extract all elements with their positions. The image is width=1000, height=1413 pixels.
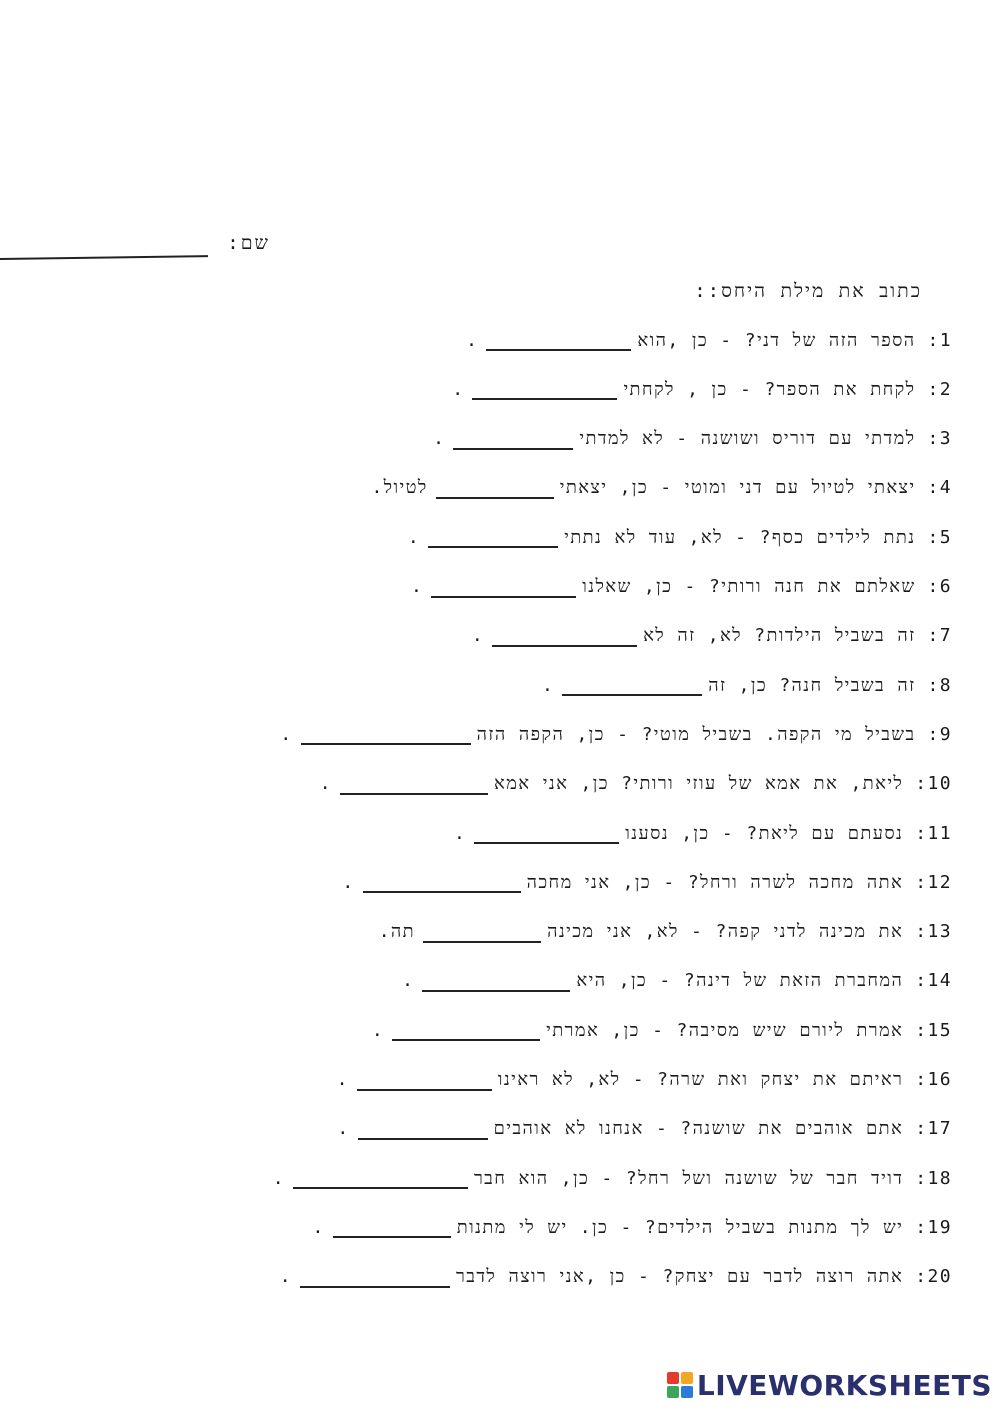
question-text: נתת לילדים כסף? - לא, עוד לא נתתי bbox=[564, 526, 916, 548]
question-ending: תה. bbox=[378, 921, 416, 943]
question-row bbox=[342, 866, 952, 898]
question-ending: . bbox=[319, 773, 332, 795]
answer-blank[interactable] bbox=[340, 773, 488, 795]
question-row bbox=[466, 324, 952, 356]
answer-blank[interactable] bbox=[423, 921, 541, 943]
question-text: יש לך מתנות בשביל הילדים? - כן. יש לי מתנות bbox=[456, 1216, 904, 1238]
answer-blank[interactable] bbox=[453, 428, 573, 450]
question-number: 20: bbox=[915, 1266, 952, 1288]
answer-blank[interactable] bbox=[333, 1216, 451, 1238]
question-text: יצאתי לטיול עם דני ומוטי - כן, יצאתי bbox=[559, 477, 916, 499]
question-row bbox=[452, 373, 952, 405]
question-ending: . bbox=[312, 1216, 325, 1238]
liveworksheets-logo-icon bbox=[667, 1372, 693, 1398]
answer-blank[interactable] bbox=[422, 970, 570, 992]
question-number: 1: bbox=[927, 329, 952, 351]
question-text: למדתי עם דוריס ושושנה - לא למדתי bbox=[579, 428, 916, 450]
question-text: זה בשביל הילדות? לא, זה לא bbox=[643, 625, 916, 647]
question-row bbox=[372, 1014, 952, 1046]
question-number: 3: bbox=[927, 428, 952, 450]
answer-blank[interactable] bbox=[293, 1167, 468, 1189]
question-row bbox=[433, 423, 952, 455]
name-row bbox=[0, 228, 1000, 264]
question-ending: . bbox=[272, 1167, 285, 1189]
question-text: הספר הזה של דני? - כן ,הוא bbox=[637, 329, 916, 351]
question-ending: . bbox=[280, 723, 293, 745]
footer-brand bbox=[667, 1365, 992, 1405]
question-number: 17: bbox=[915, 1118, 952, 1140]
question-row bbox=[280, 1261, 952, 1293]
question-ending: . bbox=[452, 378, 465, 400]
answer-blank[interactable] bbox=[492, 625, 637, 647]
question-row bbox=[371, 472, 952, 504]
answer-blank[interactable] bbox=[301, 723, 471, 745]
answer-blank[interactable] bbox=[358, 1118, 488, 1140]
name-input-line[interactable] bbox=[0, 255, 208, 260]
answer-blank[interactable] bbox=[363, 871, 521, 893]
question-ending: . bbox=[371, 1019, 385, 1041]
question-text: אתה מחכה לשרה ורחל? - כן, אני מחכה bbox=[526, 871, 904, 893]
question-number: 19: bbox=[915, 1216, 952, 1238]
question-number: 10: bbox=[915, 773, 952, 795]
logo-square bbox=[667, 1372, 679, 1384]
question-number: 18: bbox=[915, 1167, 952, 1189]
question-number: 15: bbox=[915, 1019, 952, 1041]
question-ending: . bbox=[337, 1118, 350, 1140]
question-number: 2: bbox=[927, 378, 952, 400]
question-text: בשביל מי הקפה. בשביל מוטי? - כן, הקפה הזה bbox=[476, 723, 916, 745]
question-number: 5: bbox=[927, 526, 952, 548]
answer-blank[interactable] bbox=[436, 477, 554, 499]
question-ending: . bbox=[433, 428, 446, 450]
question-row bbox=[273, 1162, 952, 1194]
answer-blank[interactable] bbox=[486, 329, 631, 351]
question-number: 13: bbox=[915, 921, 952, 943]
question-number: 9: bbox=[927, 723, 952, 745]
logo-square bbox=[681, 1372, 693, 1384]
answer-blank[interactable] bbox=[431, 576, 576, 598]
logo-square bbox=[667, 1386, 679, 1398]
question-number: 16: bbox=[915, 1069, 952, 1090]
question-number: 7: bbox=[927, 625, 952, 647]
question-ending: לטיול. bbox=[371, 477, 428, 499]
question-number: 11: bbox=[915, 822, 952, 844]
brand-text: LIVEWORKSHEETS bbox=[696, 1368, 992, 1402]
question-ending: . bbox=[342, 871, 355, 893]
answer-blank[interactable] bbox=[562, 674, 702, 696]
question-ending: . bbox=[402, 970, 415, 992]
question-text: ליאת, את אמא של עוזי ורותי? כן, אני אמא bbox=[494, 773, 904, 795]
question-number: 6: bbox=[927, 576, 952, 597]
question-text: דויד חבר של שושנה ושל רחל? - כן, הוא חבר bbox=[473, 1167, 904, 1189]
logo-square bbox=[681, 1386, 693, 1398]
question-ending: . bbox=[471, 625, 485, 647]
question-text: אמרת ליורם שיש מסיבה? - כן, אמרתי bbox=[546, 1019, 904, 1041]
answer-blank[interactable] bbox=[392, 1019, 540, 1041]
question-row bbox=[542, 669, 952, 701]
question-text: אתם אוהבים את שושנה? - אנחנו לא אוהבים bbox=[493, 1118, 904, 1140]
question-row bbox=[337, 1064, 952, 1096]
question-text: זה בשביל חנה? כן, זה bbox=[708, 674, 916, 696]
question-row bbox=[408, 521, 952, 553]
question-number: 12: bbox=[915, 871, 952, 893]
question-number: 8: bbox=[927, 674, 952, 696]
question-ending: . bbox=[336, 1069, 349, 1090]
question-text: ראיתם את יצחק ואת שרה? - לא, לא ראינו bbox=[497, 1069, 904, 1090]
question-ending: . bbox=[407, 526, 421, 548]
question-text: אתה רוצה לדבר עם יצחק? - כן ,אני רוצה לדבר bbox=[456, 1266, 904, 1288]
question-row bbox=[320, 768, 952, 800]
answer-blank[interactable] bbox=[428, 526, 558, 548]
question-row bbox=[313, 1211, 952, 1243]
question-ending: . bbox=[453, 822, 467, 844]
question-text: שאלתם את חנה ורותי? - כן, שאלנו bbox=[582, 576, 916, 597]
answer-blank[interactable] bbox=[474, 822, 619, 844]
answer-blank[interactable] bbox=[300, 1266, 450, 1288]
question-text: נסעתם עם ליאת? - כן, נסענו bbox=[625, 822, 904, 844]
question-row bbox=[411, 571, 952, 603]
answer-blank[interactable] bbox=[472, 378, 617, 400]
question-ending: . bbox=[542, 674, 555, 696]
question-ending: . bbox=[410, 576, 424, 597]
question-ending: . bbox=[466, 329, 479, 351]
question-number: 14: bbox=[915, 970, 952, 992]
question-ending: . bbox=[279, 1266, 293, 1288]
name-label: שם: bbox=[227, 232, 270, 254]
question-row bbox=[379, 916, 952, 948]
question-row bbox=[280, 718, 952, 750]
question-row bbox=[472, 620, 952, 652]
question-row bbox=[454, 817, 952, 849]
question-number: 4: bbox=[927, 477, 952, 499]
question-text: המחברת הזאת של דינה? - כן, היא bbox=[576, 970, 904, 992]
question-row bbox=[402, 965, 952, 997]
answer-blank[interactable] bbox=[357, 1069, 492, 1091]
question-text: לקחת את הספר? - כן , לקחתי bbox=[623, 378, 916, 400]
instruction-text: כתוב את מילת היחס:: bbox=[694, 280, 922, 302]
question-text: את מכינה לדני קפה? - לא, אני מכינה bbox=[547, 921, 904, 943]
question-row bbox=[337, 1113, 952, 1145]
